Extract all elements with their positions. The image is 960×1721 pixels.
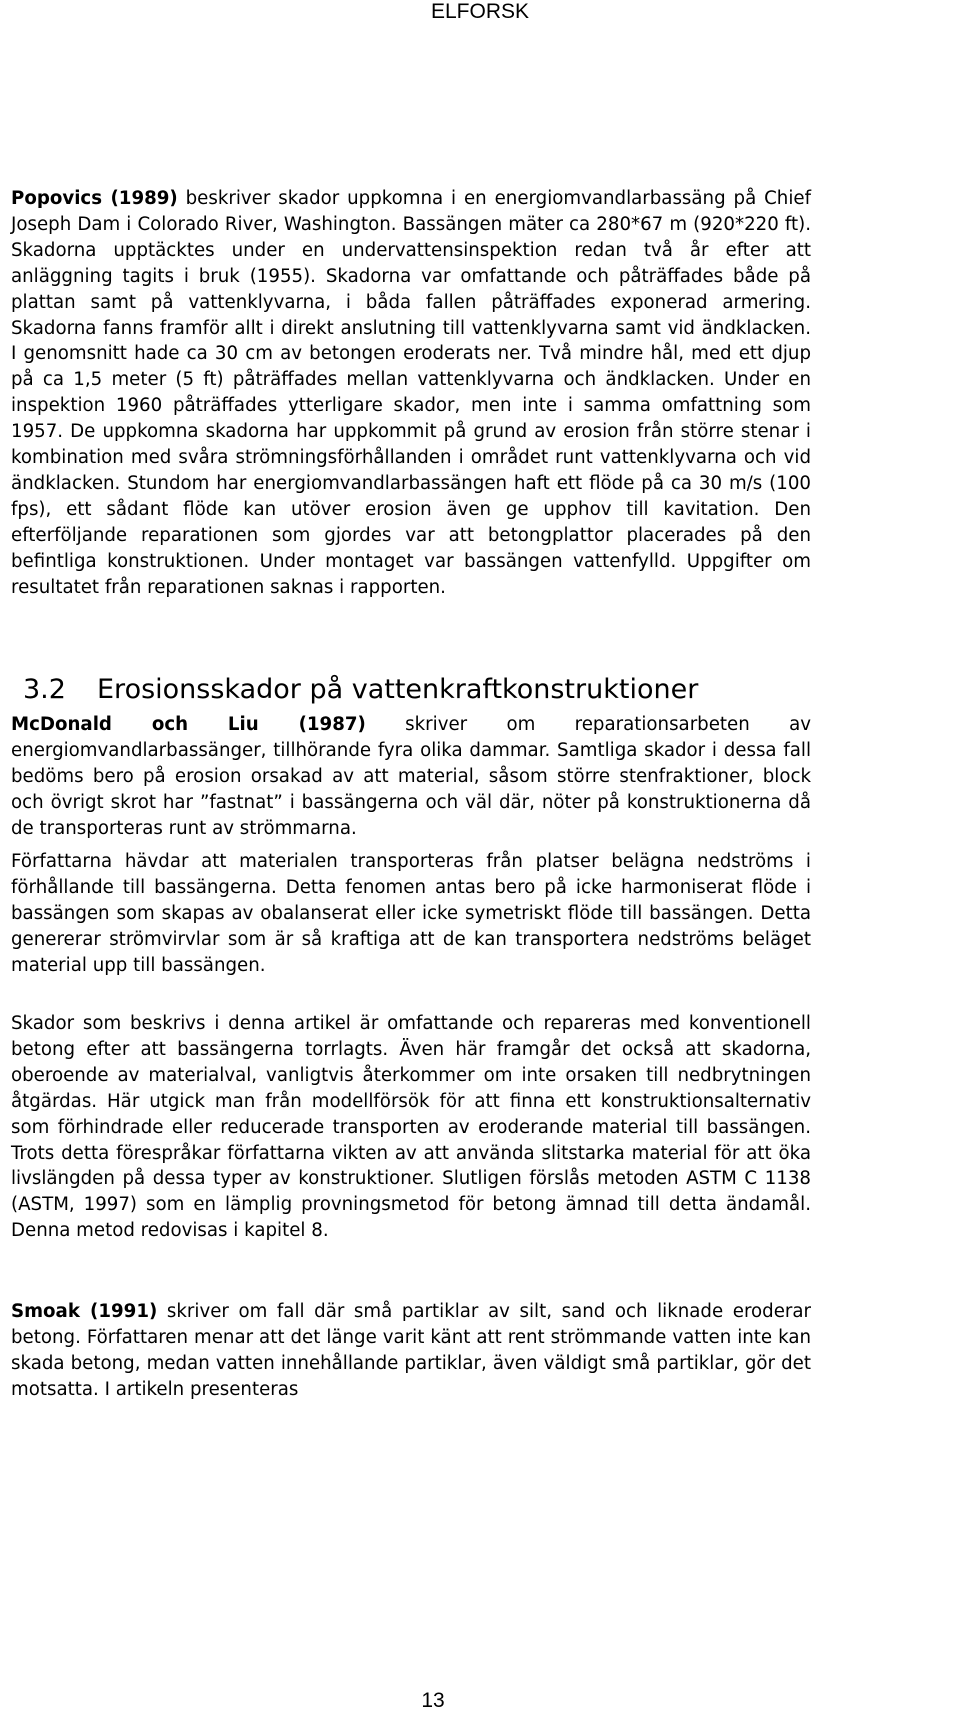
paragraph-mcdonald-text: skriver om reparationsarbeten av energiomvandlarbassänger, tillhörande fyra olika dammar. Samtliga skador i dessa fall bedöms bero på erosion orsakad av att material, såsom större stenfraktioner, block och övrigt skrot har ”fastnat” i bassängerna och väl där, nöter på konstruktionerna då de transporteras runt av strömmarna. [11,714,811,839]
citation-smoak: Smoak (1991) [11,1301,158,1322]
paragraph-smoak [11,1299,811,1403]
paragraph-skador [11,1011,811,1244]
running-header: ELFORSK [430,0,530,23]
citation-mcdonald: McDonald och Liu (1987) [11,714,366,735]
paragraph-forfattarna [11,849,811,979]
section-number: 3.2 [23,674,66,705]
paragraph-mcdonald [11,712,811,842]
section-title: Erosionsskador på vattenkraftkonstruktioner [97,674,699,705]
page-number: 13 [421,1689,445,1712]
paragraph-forfattarna-text: Författarna hävdar att materialen transporteras från platser belägna nedströms i förhållande till bassängerna. Detta fenomen antas bero på icke harmoniserat flöde i bassängen som skapas av obalanserat eller icke symetriskt flöde till bassängen. Detta genererar strömvirvlar som är så kraftiga att de kan transportera nedströms beläget material upp till bassängen. [11,851,811,976]
citation-popovics: Popovics (1989) [11,188,178,209]
paragraph-skador-text: Skador som beskrivs i denna artikel är omfattande och repareras med konventionell betong efter att bassängerna torrlagts. Även här framgår det också att skadorna, oberoende av materialval, vanligtvis återkommer om inte orsaken till nedbrytningen åtgärdas. Här utgick man från modellförsök för att finna ett konstruktionsalternativ som förhindrade eller reducerade transporten av eroderande material till bassängen. Trots detta förespråkar författarna vikten av att använda slitstarka material för att öka livslängden på dessa typer av konstruktioner. Slutligen förslås metoden ASTM C 1138 (ASTM, 1997) som en lämplig provningsmetod för betong ämnad till detta ändamål. Denna metod redovisas i kapitel 8. [11,1013,811,1242]
paragraph-popovics [11,186,811,601]
paragraph-smoak-text: skriver om fall där små partiklar av silt, sand och liknade eroderar betong. Författaren menar att det länge varit känt att rent strömmande vatten inte kan skada betong, medan vatten innehållande partiklar, även väldigt små partiklar, gör det motsatta. I artikeln presenteras [11,1301,811,1400]
paragraph-popovics-text: beskriver skador uppkomna i en energiomvandlarbassäng på Chief Joseph Dam i Colorado River, Washington. Bassängen mäter ca 280*67 m (920*220 ft). Skadorna upptäcktes under en undervattensinspektion redan två år efter att anläggning tagits i bruk (1955). Skadorna var omfattande och påträffades både på plattan samt på vattenklyvarna, i båda fallen påträffades exponerad armering. Skadorna fanns framför allt i direkt anslutning till vattenklyvarna samt vid ändklacken. I genomsnitt hade ca 30 cm av betongen eroderats ner. Två mindre hål, med ett djup på ca 1,5 meter (5 ft) påträffades mellan vattenklyvarna och ändklacken. Under en inspektion 1960 påträffades ytterligare skador, men inte i samma omfattning som 1957. De uppkomna skadorna har uppkommit på grund av erosion från större stenar i kombination med svåra strömningsförhållanden i området runt vattenklyvarna och vid ändklacken. Stundom har energiomvandlarbassängen haft ett flöde på ca 30 m/s (100 fps), ett sådant flöde kan utöver erosion även ge upphov till kavitation. Den efterföljande reparationen som gjordes var att betongplattor placerades på den befintliga konstruktionen. Under montaget var bassängen vattenfylld. Uppgifter om resultatet från reparationen saknas i rapporten. [11,188,811,598]
